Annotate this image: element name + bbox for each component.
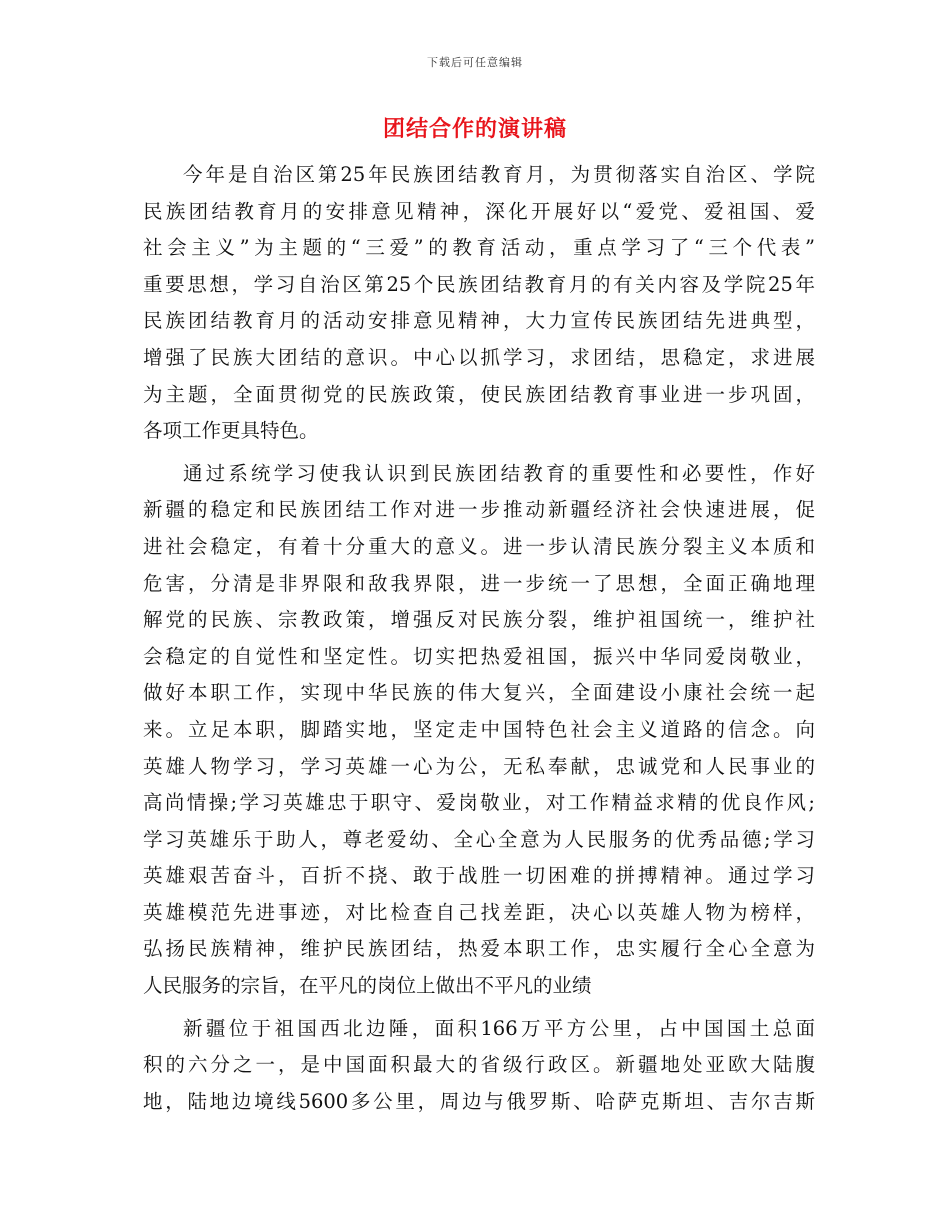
paragraph-line: 学习英雄乐于助人，尊老爱幼、全心全意为人民服务的优秀品德;学习 bbox=[143, 827, 815, 851]
paragraph-line: 增强了民族大团结的意识。中心以抓学习，求团结，思稳定，求进展 bbox=[143, 345, 815, 369]
paragraph-line: 危害，分清是非界限和敌我界限，进一步统一了思想，全面正确地理 bbox=[143, 571, 815, 595]
header-note: 下载后可任意编辑 bbox=[427, 56, 523, 69]
paragraph-line: 来。立足本职，脚踏实地，坚定走中国特色社会主义道路的信念。向 bbox=[143, 717, 815, 741]
paragraph bbox=[143, 1011, 815, 1121]
paragraph-line: 新疆位于祖国西北边陲，面积166万平方公里，占中国国土总面 bbox=[183, 1016, 815, 1040]
paragraph-line: 新疆的稳定和民族团结工作对进一步推动新疆经济社会快速进展，促 bbox=[143, 498, 815, 522]
document-body bbox=[143, 157, 815, 1126]
paragraph-line: 社会主义”为主题的“三爱”的教育活动，重点学习了“三个代表” bbox=[143, 236, 815, 260]
paragraph-line: 今年是自治区第25年民族团结教育月，为贯彻落实自治区、学院 bbox=[183, 163, 815, 186]
paragraph-line: 英雄艰苦奋斗，百折不挠、敢于战胜一切困难的拼搏精神。通过学习 bbox=[143, 864, 815, 888]
paragraph-line: 民族团结教育月的活动安排意见精神，大力宣传民族团结先进典型， bbox=[143, 309, 815, 333]
document-title: 团结合作的演讲稿 bbox=[382, 117, 567, 142]
paragraph-line: 英雄人物学习，学习英雄一心为公，无私奉献，忠诚党和人民事业的 bbox=[143, 754, 815, 778]
paragraph-line: 为主题，全面贯彻党的民族政策，使民族团结教育事业进一步巩固， bbox=[143, 382, 815, 406]
paragraph-line: 做好本职工作，实现中华民族的伟大复兴，全面建设小康社会统一起 bbox=[143, 681, 815, 705]
paragraph-line: 会稳定的自觉性和坚定性。切实把热爱祖国，振兴中华同爱岗敬业， bbox=[143, 644, 815, 668]
paragraph-line: 高尚情操;学习英雄忠于职守、爱岗敬业，对工作精益求精的优良作风; bbox=[143, 791, 815, 815]
paragraph-line: 通过系统学习使我认识到民族团结教育的重要性和必要性，作好 bbox=[183, 461, 815, 485]
paragraph-line: 地，陆地边境线5600多公里，周边与俄罗斯、哈萨克斯坦、吉尔吉斯 bbox=[143, 1089, 815, 1113]
paragraph-line: 重要思想，学习自治区第25个民族团结教育月的有关内容及学院25年 bbox=[143, 272, 815, 296]
paragraph bbox=[143, 456, 815, 1005]
paragraph-line: 解党的民族、宗教政策，增强反对民族分裂，维护祖国统一，维护社 bbox=[143, 608, 815, 632]
paragraph-line: 进社会稳定，有着十分重大的意义。进一步认清民族分裂主义本质和 bbox=[143, 534, 815, 558]
paragraph-line: 积的六分之一，是中国面积最大的省级行政区。新疆地处亚欧大陆腹 bbox=[143, 1053, 815, 1077]
paragraph-line: 民族团结教育月的安排意见精神，深化开展好以“爱党、爱祖国、爱 bbox=[143, 199, 815, 223]
paragraph-line: 英雄模范先进事迹，对比检查自己找差距，决心以英雄人物为榜样， bbox=[143, 900, 815, 924]
paragraph bbox=[143, 157, 815, 450]
paragraph-line: 弘扬民族精神，维护民族团结，热爱本职工作，忠实履行全心全意为 bbox=[143, 937, 815, 961]
paragraph-line: 各项工作更具特色。 bbox=[143, 419, 319, 443]
paragraph-line: 人民服务的宗旨，在平凡的岗位上做出不平凡的业绩 bbox=[143, 974, 592, 998]
